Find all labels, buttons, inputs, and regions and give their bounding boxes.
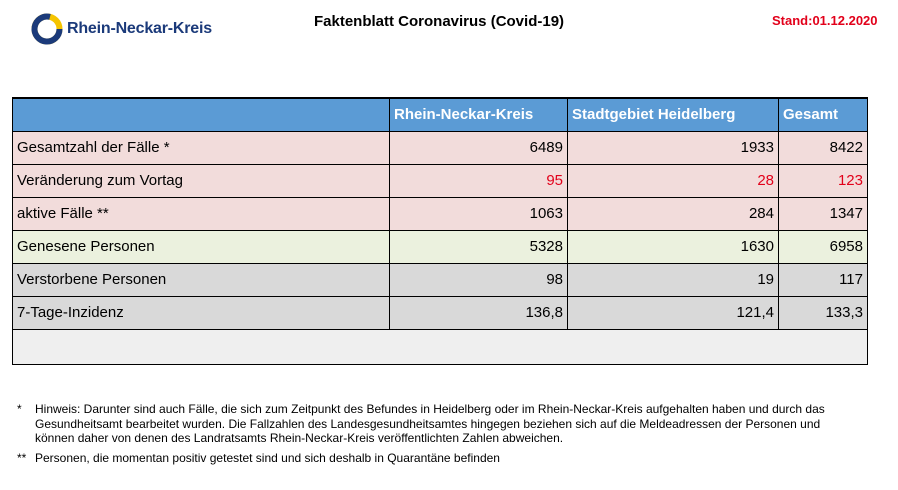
- column-header-label: [13, 98, 390, 131]
- cell-value: 284: [568, 197, 779, 230]
- column-header-heidelberg: Stadtgebiet Heidelberg: [568, 98, 779, 131]
- cell-value: 1063: [390, 197, 568, 230]
- logo-ring-icon: [30, 12, 64, 46]
- cell-value: 133,3: [779, 296, 868, 329]
- footnote-text: Hinweis: Darunter sind auch Fälle, die sich zum Zeitpunkt des Befundes in Heidelberg oder im Rhein-Neckar-Kreis aufgehalten haben und durch das Gesundheitsamt bearbeitet wurden. Die Fallzahlen des Landesgesundheitsamtes hingegen beziehen sich auf die Meldeadressen der Personen und können daher von denen des Landratsamts Rhein-Neckar-Kreis veröffentlichten Zahlen abweichen.: [35, 402, 825, 445]
- table-row: [13, 263, 868, 296]
- footnote-text: Personen, die momentan positiv getestet sind und sich deshalb in Quarantäne befinden: [35, 450, 500, 465]
- cell-value: 121,4: [568, 296, 779, 329]
- logo-text: Rhein-Neckar-Kreis: [67, 20, 212, 37]
- table-row: [13, 197, 868, 230]
- cell-value: 1933: [568, 131, 779, 164]
- footnote-mark: **: [17, 450, 27, 465]
- table-row: [13, 164, 868, 197]
- table-row: [13, 131, 868, 164]
- footnote-1: [17, 402, 852, 446]
- cell-value: 8422: [779, 131, 868, 164]
- logo: [30, 12, 212, 46]
- row-label: 7-Tage-Inzidenz: [13, 296, 390, 329]
- cell-value: 1630: [568, 230, 779, 263]
- stand-date: Stand:01.12.2020: [772, 13, 878, 28]
- footnote-2: [17, 451, 852, 466]
- empty-row: [13, 329, 868, 364]
- cell-value: 6489: [390, 131, 568, 164]
- cell-value: 6958: [779, 230, 868, 263]
- cell-value: 98: [390, 263, 568, 296]
- row-label: Genesene Personen: [13, 230, 390, 263]
- table-row: [13, 296, 868, 329]
- cell-value: 1347: [779, 197, 868, 230]
- column-header-rnk: Rhein-Neckar-Kreis: [390, 98, 568, 131]
- column-header-gesamt: Gesamt: [779, 98, 868, 131]
- cell-value: 28: [568, 164, 779, 197]
- cell-value: 123: [779, 164, 868, 197]
- row-label: Veränderung zum Vortag: [13, 164, 390, 197]
- page-title: Faktenblatt Coronavirus (Covid-19): [314, 13, 565, 30]
- table-row: [13, 230, 868, 263]
- cell-value: 5328: [390, 230, 568, 263]
- footnote-mark: *: [17, 402, 22, 416]
- empty-cell: [13, 329, 868, 364]
- row-label: Verstorbene Personen: [13, 263, 390, 296]
- cell-value: 136,8: [390, 296, 568, 329]
- cell-value: 117: [779, 263, 868, 296]
- row-label: Gesamtzahl der Fälle *: [13, 131, 390, 164]
- table-header-row: [13, 98, 868, 131]
- cell-value: 19: [568, 263, 779, 296]
- facts-table: [12, 97, 868, 365]
- footnotes: [17, 402, 852, 465]
- cell-value: 95: [390, 164, 568, 197]
- row-label: aktive Fälle **: [13, 197, 390, 230]
